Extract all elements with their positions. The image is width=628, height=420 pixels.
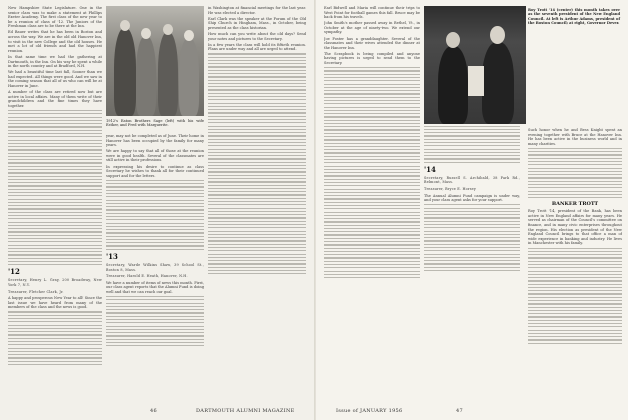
issue-date: Issue of JANUARY 1956 (336, 408, 403, 414)
paragraph: John Smith's mother passed away in Bethel, Vt., in October at the age of ninety-two. We extend our sympathy. (324, 21, 420, 35)
text-lines (8, 110, 102, 265)
person-figure (438, 46, 468, 124)
class-heading: '14 (424, 164, 436, 174)
person-figure (482, 42, 514, 124)
paragraph: In a few years the class will hold its fiftieth reunion. Plans are under way and all are urged to attend. (208, 42, 306, 52)
face (184, 30, 194, 41)
face (120, 20, 130, 31)
left-column-3 (208, 6, 306, 402)
face (446, 32, 460, 48)
magazine-title: DARTMOUTH ALUMNI MAGAZINE (196, 408, 295, 414)
person-figure (136, 36, 156, 116)
face (141, 28, 151, 39)
class-heading: '12 (8, 267, 20, 277)
text-lines (106, 296, 204, 346)
section-heading: BANKER TROTT (551, 201, 599, 208)
section-text: Roy Trott '14, president of the Bank, has been active in New England affairs for many years. He served as chairman of the Council's committee on finance, and in many civic enterprises throughout the region. His election as president of the New England Council brings to that office a man of wide experience in banking and industry. He lives in Manchester with his family. (528, 209, 622, 246)
face (490, 26, 505, 44)
text-lines (424, 204, 520, 271)
person-figure (158, 32, 178, 116)
left-column-1 (8, 6, 102, 402)
class-treasurer: Treasurer, Bryce E. Horsey (424, 187, 476, 191)
class-treasurer: Treasurer, Fletcher Clark, Jr. (8, 289, 64, 294)
photo-caption: 1912's Eaton Brothers Sage (left) with his wife Esther, and Fred with Marguerite. (106, 119, 204, 128)
paragraph: year, may not be completed as of June. Their home in Hanover has been occupied by the family for many years. (106, 134, 204, 148)
text-lines (324, 67, 420, 278)
class-notes: We have a number of items of news this month. First, our class agent reports that the Alumni Fund is doing well and that we can reach our goal. (106, 280, 204, 294)
paragraph: New Hampshire State Legislature. One in the senior class was to make a statement at Phillips Exeter Academy. The first class of the new year to be a reunion of class of '12. The Juniors of the Freshman class are to be there at the Inn. (8, 6, 102, 29)
text-lines (528, 148, 622, 198)
paragraph: Earl Clark was the speaker at the Forum of the Old Ship Church in Hingham, Mass., in October, being presented as the class historian. (208, 16, 306, 30)
paragraph: Ed Bauer writes that he has been in Boston and across the way. We are in the old old Hanover Inn, to visit in the new College and the old houses. He met a lot of old friends and had the happiest reunion. (8, 30, 102, 53)
paragraph: A number of the class are retired now but are active in local affairs. Many of them write of their grandchildren and the fine times they have together. (8, 90, 102, 108)
class-notes: The Annual Alumni Fund campaign is under way, and your class agent asks for your support. (424, 193, 520, 203)
person-figure (179, 38, 199, 116)
right-column-3 (528, 128, 622, 402)
photo-banker-trott (424, 6, 526, 124)
right-column-1 (324, 6, 420, 402)
class-secretary: Secretary, Henry L. Gray, 200 Broadway, New York 7, N.Y. (8, 278, 102, 287)
class-heading: '13 (106, 251, 118, 261)
paragraph: We are happy to say that all of those at the reunion were in good health. Several of the classmates are still active in their professions. (106, 149, 204, 163)
class-treasurer: Treasurer, Harold E. Heath, Hanover, N.H. (106, 274, 188, 279)
text-lines (8, 311, 102, 365)
paragraph: Joe Foster has a granddaughter. Several of the classmates and their wives attended the dinner at the Hanover Inn. (324, 36, 420, 50)
photo-caption-right: Roy Trott '14 (center) this month takes over as the seventh president of the New England Council. At left is Arthur Adams, president of the Boston Council; at right, Governor Dever. (528, 8, 620, 26)
photo-eaton-brothers (106, 6, 204, 116)
face (163, 24, 173, 35)
text-lines (208, 53, 306, 274)
paragraph: in Washington at financial meetings for the last year. He was elected a director. (208, 6, 306, 15)
paragraph: We had a beautiful time last fall, Sooner than we had expected. All things were good. And we saw in the coming season that all of us who can will be at Hanover in June. (8, 70, 102, 88)
paragraph: How much can you write about the old days? Send your notes and pictures to the Secretary. (208, 31, 306, 41)
text-lines (106, 180, 204, 250)
left-column-2 (106, 134, 204, 402)
class-secretary: Secretary, Warde Wilkins Shaw, 39 School St., Boston 8, Mass. (106, 262, 204, 272)
paragraph: Such honor when he and Bess Knight spent an evening together with Bruce at the Hanover Inn. He has been active in the business world and in many charities. (528, 128, 622, 146)
page-number-right: 47 (456, 408, 463, 414)
paragraph: In that same time we had the gathering at Dartmouth, in the Inn. On his way he spent a while in the north country and at Bradford, N.H. (8, 54, 102, 69)
paragraph: Earl Bidwell and Maria will continue their trips to West Point for football games this fall. Bruce may be back from his travels. (324, 6, 420, 20)
person-figure (114, 28, 136, 116)
class-notes: A happy and prosperous New Year to all! Since the last issue we have heard from many of the members of the class and the news is good. (8, 296, 102, 310)
paragraph: In expressing his desire to continue as class Secretary he wishes to thank all for their continued support and for the letters. (106, 164, 204, 178)
paragraph: The Scrapbook is being compiled and anyone having pictures is urged to send them to the Secretary. (324, 51, 420, 66)
page-number-left: 46 (150, 408, 157, 414)
text-lines (528, 248, 622, 344)
class-secretary: Secretary, Russell S. Archibald, 38 Park Rd., Belmont, Mass. (424, 175, 520, 185)
shirt (468, 66, 484, 96)
